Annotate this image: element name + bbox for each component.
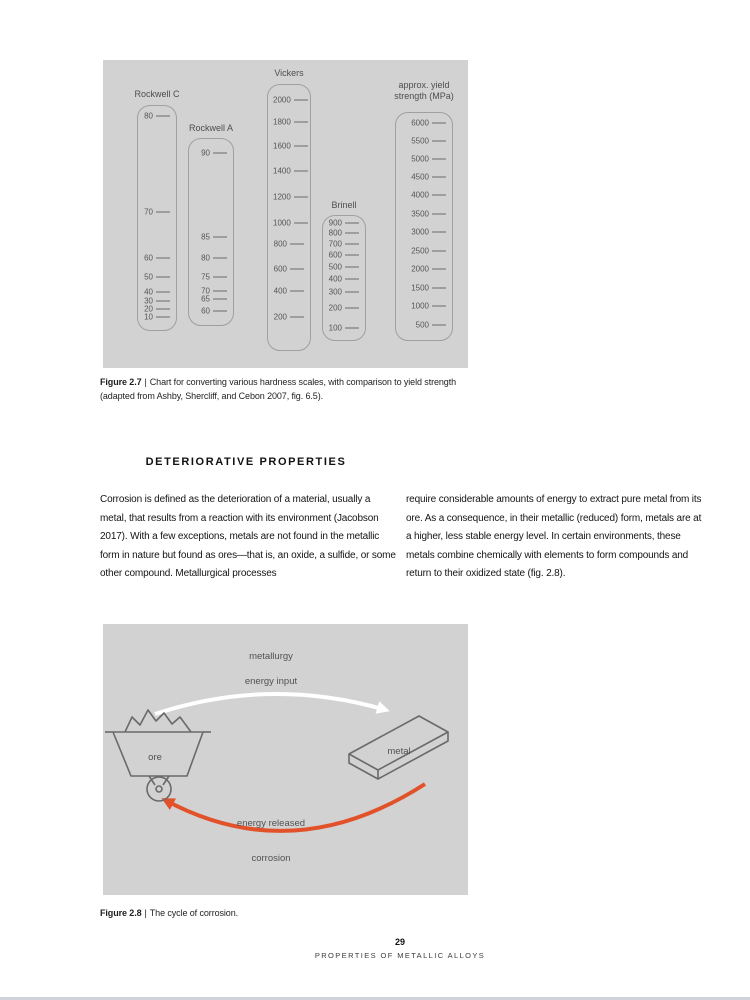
scale-capsule — [188, 138, 234, 326]
tick-mark — [156, 316, 170, 318]
body-text-right-column: require considerable amounts of energy to extract pure metal from its ore. As a consequence, in their metallic (reduced) form, metals are at a higher, less stable energy level. In certain environments, these metals combine chemically with elements to form compounds and return to their oxidized state (fig. 2.8). — [406, 494, 702, 579]
slab-left-edge — [349, 754, 378, 779]
scale-tick — [328, 275, 359, 284]
scale-tick — [194, 254, 227, 263]
tick-value: 50 — [144, 272, 153, 281]
tick-mark — [432, 324, 446, 326]
scale-tick — [401, 247, 446, 256]
tick-mark — [156, 276, 170, 278]
tick-value: 500 — [328, 262, 342, 271]
tick-mark — [345, 291, 359, 293]
scale-tick — [273, 219, 304, 228]
tick-value: 65 — [201, 294, 210, 303]
tick-mark — [294, 145, 308, 147]
tick-mark — [294, 99, 308, 101]
tick-mark — [290, 268, 304, 270]
tick-value: 90 — [201, 148, 210, 157]
tick-mark — [345, 278, 359, 280]
scale-tick — [328, 263, 359, 272]
figure-2-7-caption-label: Figure 2.7 — [100, 377, 142, 387]
scale-tick — [273, 287, 304, 296]
tick-value: 900 — [328, 218, 342, 227]
figure-2-7-hardness-chart-panel — [103, 60, 468, 368]
scale-tick — [273, 167, 304, 176]
tick-mark — [345, 266, 359, 268]
scale-capsule — [137, 105, 177, 331]
tick-value: 800 — [328, 228, 342, 237]
tick-value: 100 — [328, 323, 342, 332]
tick-mark — [290, 316, 304, 318]
section-heading: DETERIORATIVE PROPERTIES — [145, 456, 347, 468]
tick-mark — [156, 300, 170, 302]
tick-value: 2000 — [411, 264, 429, 273]
scale-tick — [328, 324, 359, 333]
tick-value: 60 — [201, 306, 210, 315]
tick-mark — [156, 115, 170, 117]
scale-tick — [273, 142, 304, 151]
tick-value: 80 — [201, 253, 210, 262]
page-number: 29 — [394, 937, 405, 947]
tick-mark — [294, 170, 308, 172]
tick-mark — [213, 236, 227, 238]
tick-mark — [432, 231, 446, 233]
corrosion-label: corrosion — [251, 853, 291, 864]
tick-value: 1800 — [273, 117, 291, 126]
tick-value: 200 — [273, 312, 287, 321]
body-text-left-column: Corrosion is defined as the deterioration of a material, usually a metal, that results from a reaction with its environment (Jacobson 2017). With a few exceptions, metals are not found in the metallic form in nature but found as ores—that is, an oxide, a sulfide, or some other compound. Metallurgical processes — [100, 494, 396, 579]
scale-tick — [273, 265, 304, 274]
tick-value: 80 — [144, 111, 153, 120]
tick-value: 300 — [328, 287, 342, 296]
scale-tick — [194, 233, 227, 242]
ore-label: ore — [148, 752, 162, 763]
scale-tick — [194, 307, 227, 316]
tick-mark — [345, 307, 359, 309]
tick-mark — [432, 250, 446, 252]
cart-wheel — [147, 777, 171, 801]
scale-tick — [401, 155, 446, 164]
tick-value: 1400 — [273, 166, 291, 175]
scale-tick — [328, 240, 359, 249]
scale-tick — [273, 118, 304, 127]
tick-mark — [213, 257, 227, 259]
scale-title: approx. yield strength (MPa) — [394, 80, 454, 101]
tick-value: 20 — [144, 304, 153, 313]
tick-mark — [290, 243, 304, 245]
scale-capsule — [267, 84, 311, 351]
energy-input-arrow — [155, 694, 386, 714]
tick-value: 40 — [144, 287, 153, 296]
tick-value: 1200 — [273, 192, 291, 201]
tick-mark — [432, 158, 446, 160]
tick-value: 75 — [201, 272, 210, 281]
scale-tick — [273, 240, 304, 249]
scale-tick — [273, 96, 304, 105]
tick-mark — [290, 290, 304, 292]
scale-tick — [143, 112, 170, 121]
tick-value: 10 — [144, 312, 153, 321]
scale-capsule — [395, 112, 453, 341]
tick-value: 700 — [328, 239, 342, 248]
tick-mark — [345, 222, 359, 224]
page-footer — [100, 937, 700, 960]
energy-released-label: energy released — [236, 818, 306, 829]
tick-value: 5000 — [411, 154, 429, 163]
metallurgy-label: metallurgy — [249, 651, 293, 662]
tick-value: 1600 — [273, 141, 291, 150]
tick-value: 800 — [273, 239, 287, 248]
scale-tick — [143, 254, 170, 263]
tick-value: 4500 — [411, 172, 429, 181]
energy-input-label: energy input — [244, 676, 298, 687]
tick-mark — [345, 243, 359, 245]
scale-tick — [143, 313, 170, 322]
scale-tick — [194, 149, 227, 158]
tick-value: 400 — [328, 274, 342, 283]
scale-tick — [401, 137, 446, 146]
tick-mark — [294, 121, 308, 123]
tick-mark — [432, 213, 446, 215]
tick-value: 2500 — [411, 246, 429, 255]
figure-2-8-caption — [100, 906, 480, 920]
running-footer-title: PROPERTIES OF METALLIC ALLOYS — [314, 951, 486, 960]
tick-mark — [156, 291, 170, 293]
figure-2-8-corrosion-cycle-panel — [103, 624, 468, 895]
tick-value: 70 — [144, 207, 153, 216]
tick-value: 5500 — [411, 136, 429, 145]
scale-tick — [194, 295, 227, 304]
tick-value: 600 — [273, 264, 287, 273]
metal-label: metal — [387, 746, 411, 757]
tick-mark — [432, 268, 446, 270]
tick-mark — [213, 298, 227, 300]
tick-value: 200 — [328, 303, 342, 312]
tick-mark — [156, 211, 170, 213]
tick-mark — [345, 254, 359, 256]
tick-value: 30 — [144, 296, 153, 305]
scale-tick — [273, 313, 304, 322]
scale-tick — [401, 302, 446, 311]
tick-value: 70 — [201, 286, 210, 295]
scale-tick — [194, 273, 227, 282]
tick-value: 60 — [144, 253, 153, 262]
tick-mark — [345, 232, 359, 234]
scale-tick — [401, 284, 446, 293]
scale-tick — [401, 173, 446, 182]
tick-mark — [432, 122, 446, 124]
slab-top-face — [349, 716, 448, 770]
scale-tick — [401, 228, 446, 237]
scale-title: Rockwell A — [188, 123, 233, 133]
scale-title: Brinell — [331, 200, 357, 210]
tick-mark — [156, 257, 170, 259]
scale-tick — [143, 208, 170, 217]
figure-2-7-caption-text: Chart for converting various hardness scales, with comparison to yield strength (adapted from Ashby, Shercliff, and Cebon 2007, fig. 6.5). — [100, 377, 457, 401]
tick-mark — [432, 140, 446, 142]
tick-value: 400 — [273, 286, 287, 295]
scale-title: Vickers — [274, 68, 304, 78]
tick-mark — [213, 310, 227, 312]
tick-mark — [432, 194, 446, 196]
caption-separator: | — [144, 377, 147, 387]
scale-tick — [143, 273, 170, 282]
tick-mark — [213, 276, 227, 278]
scale-tick — [328, 219, 359, 228]
tick-mark — [294, 222, 308, 224]
tick-value: 500 — [415, 320, 429, 329]
tick-value: 1500 — [411, 283, 429, 292]
scale-tick — [401, 265, 446, 274]
caption-separator: | — [144, 908, 147, 918]
figure-2-8-caption-text: The cycle of corrosion. — [149, 908, 239, 918]
tick-value: 2000 — [273, 95, 291, 104]
scale-tick — [328, 288, 359, 297]
tick-value: 6000 — [411, 118, 429, 127]
scale-tick — [401, 191, 446, 200]
scale-tick — [328, 304, 359, 313]
scale-tick — [401, 321, 446, 330]
scale-title: Rockwell C — [134, 89, 180, 99]
scale-tick — [328, 229, 359, 238]
tick-mark — [156, 308, 170, 310]
tick-value: 85 — [201, 232, 210, 241]
figure-2-7-caption — [100, 375, 480, 403]
tick-mark — [294, 196, 308, 198]
scale-tick — [401, 210, 446, 219]
tick-mark — [432, 287, 446, 289]
tick-value: 4000 — [411, 190, 429, 199]
scale-tick — [143, 288, 170, 297]
tick-value: 600 — [328, 250, 342, 259]
figure-2-8-caption-label: Figure 2.8 — [100, 908, 142, 918]
tick-mark — [345, 327, 359, 329]
tick-mark — [213, 152, 227, 154]
scale-tick — [328, 251, 359, 260]
scale-capsule — [322, 215, 366, 341]
tick-mark — [432, 305, 446, 307]
scale-tick — [401, 119, 446, 128]
tick-value: 3500 — [411, 209, 429, 218]
tick-value: 3000 — [411, 227, 429, 236]
tick-mark — [213, 290, 227, 292]
cart-wheel-hub — [156, 786, 162, 792]
tick-value: 1000 — [411, 301, 429, 310]
tick-value: 1000 — [273, 218, 291, 227]
tick-mark — [432, 176, 446, 178]
